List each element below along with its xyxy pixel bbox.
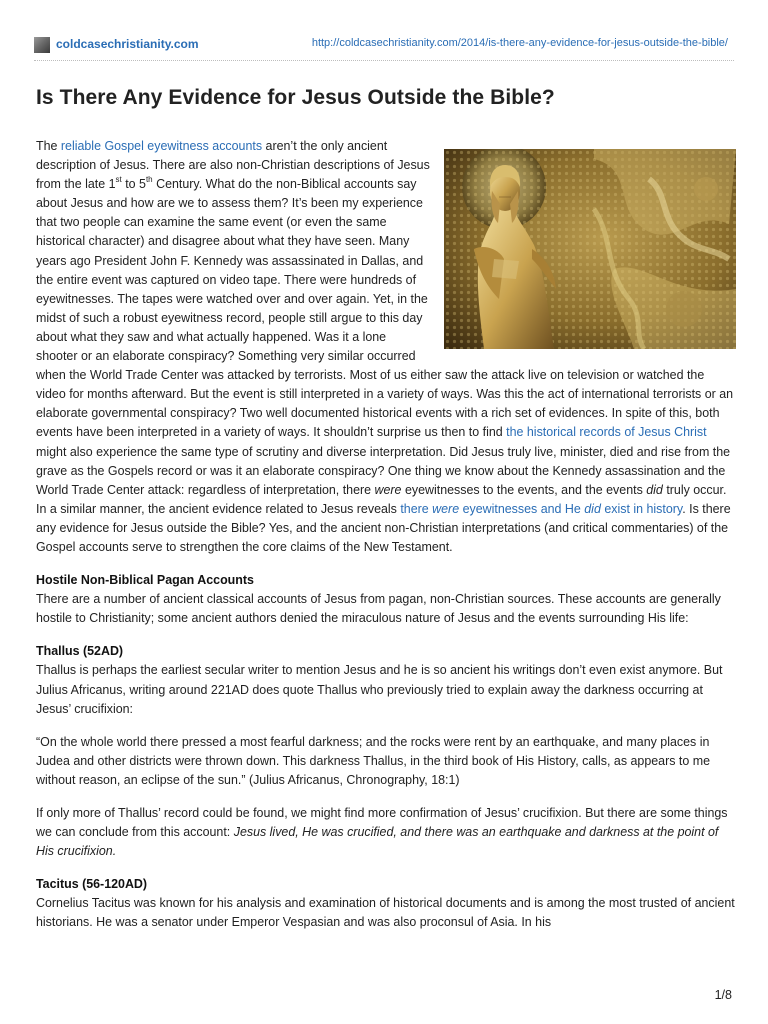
text-segment: If only more of Thallus’ record could be found, we might find more confirmation of Jesus’ crucifixion. But there are some things we can conclude from this account: — [36, 806, 728, 840]
gospel-eyewitness-link[interactable]: reliable Gospel eyewitness accounts — [60, 139, 263, 153]
header-divider — [34, 60, 734, 61]
page-url-link[interactable]: http://coldcasechristianity.com/2014/is-there-any-evidence-for-jesus-outside-the-bible/ — [311, 37, 728, 49]
link-segment: eyewitnesses and He — [459, 501, 585, 516]
link-segment: exist in history — [600, 501, 683, 516]
emphasis-were: were — [374, 482, 402, 497]
thallus-conclusion — [36, 804, 736, 861]
text-segment: Century. What do the non-Biblical accounts say about Jesus and how are we to assess them? It’s been my experience that two people can examine the same event (or even the same historical character) and disagree about what they have seen. Many years ago President John F. Kennedy was assassinated in Dallas, and the entire event was captured on video tape. There were hundreds of eyewitnesses. The tapes were watched over and over again. Yet, in the midst of such a robust eyewitness record, people still argue to this day about what they saw and what actually happened. Was it a lone shooter or an elaborate conspiracy? Something very similar occurred when the World Trade Center was attacked by terrorists. Most of us either saw the attack live on television or watched the video for months afterward. But the event is still interpreted in a variety of ways. Was this the act of international terrorists or an elaborate governmental conspiracy? Two well documented historical events with a rich set of evidences. In spite of this, both events have been interpreted in a variety of ways. It shouldn’t surprise us then to find — [36, 177, 734, 440]
text-segment: . Is there any evidence for Jesus outside the Bible? Yes, and the ancient non-Christian interpretations (and critical commentaries) of the Gospel accounts serve to strengthen the core claims of the New Testament. — [36, 501, 731, 554]
thallus-quote: “On the whole world there pressed a most fearful darkness; and the rocks were rent by an earthquake, and many places in Judea and other districts were thrown down. This darkness Thallus, in the third book of His History, calls, as appears to me without reason, an eclipse of the sun.” (Julius Africanus, Chronography, 18:1) — [36, 734, 711, 787]
thallus-heading: Thallus (52AD) — [36, 644, 124, 659]
tacitus-heading: Tacitus (56-120AD) — [36, 877, 148, 892]
text-segment: might also experience the same type of scrutiny and diverse interpretation. Did Jesus truly live, minister, died and rise from the grave as the Gospels record or was it an elaborate conspiracy? One thing we know about the Kennedy assassination and the World Trade Center attack: regardless of interpretation, there — [36, 444, 731, 497]
pagan-accounts-heading: Hostile Non-Biblical Pagan Accounts — [36, 573, 254, 588]
text-segment: aren’t the only ancient description of Jesus. There are also non-Christian descriptions of Jesus from the late 1 — [36, 139, 430, 192]
article-title: Is There Any Evidence for Jesus Outside the Bible? — [36, 86, 555, 109]
pagan-accounts-paragraph: There are a number of ancient classical accounts of Jesus from pagan, non-Christian sources. These accounts are generally hostile to Christianity; some ancient authors denied the miraculous nature of Jesus and the events surrounding His life: — [36, 592, 721, 626]
text-segment: The — [36, 139, 61, 153]
page-number: 1/8 — [714, 988, 732, 1002]
historical-records-link[interactable]: the historical records of Jesus Christ — [506, 425, 707, 440]
site-name-link[interactable]: coldcasechristianity.com — [56, 37, 199, 51]
link-segment: there — [400, 501, 433, 516]
article-body — [36, 137, 736, 947]
eyewitnesses-existence-link[interactable] — [400, 502, 682, 516]
tacitus-paragraph: Cornelius Tacitus was known for his analysis and examination of historical documents and is among the most trusted of ancient historians. He was a senator under Emperor Vespasian and was also proconsul of Asia. In his — [36, 896, 735, 930]
page-header — [34, 34, 728, 54]
link-emphasis: were — [432, 501, 460, 516]
site-favicon-icon — [34, 37, 50, 53]
emphasis-did: did — [646, 482, 663, 497]
thallus-paragraph: Thallus is perhaps the earliest secular writer to mention Jesus and he is so ancient his writings don’t even exist anymore. But Julius Africanus, writing around 221AD does quote Thallus who previously tried to explain away the darkness occurring at Jesus’ crucifixion: — [36, 663, 723, 716]
text-segment: truly occur. In a similar manner, the ancient evidence related to Jesus reveals — [36, 482, 727, 516]
link-emphasis: did — [584, 501, 601, 516]
superscript-st: st — [115, 175, 122, 185]
jesus-statue-image — [444, 149, 736, 349]
text-segment: eyewitnesses to the events, and the events — [401, 482, 647, 497]
conclusion-emphasis: Jesus lived, He was crucified, and there was an earthquake and darkness at the point of His crucifixion. — [36, 825, 719, 859]
superscript-th: th — [145, 175, 153, 185]
text-segment: to 5 — [121, 177, 146, 192]
